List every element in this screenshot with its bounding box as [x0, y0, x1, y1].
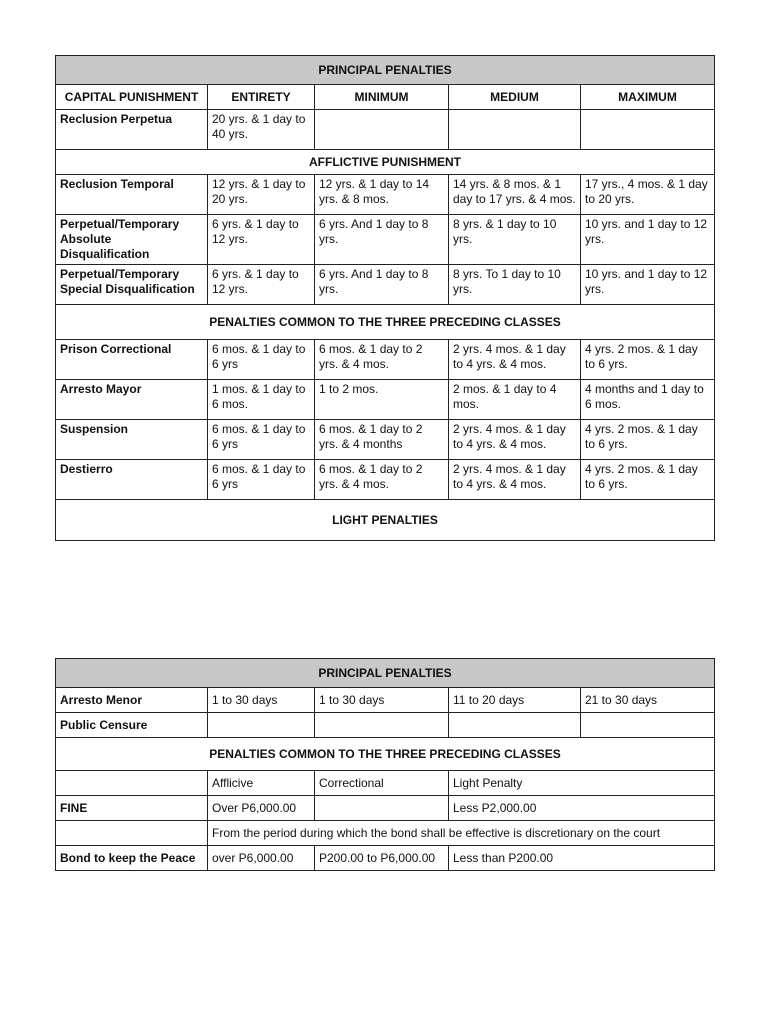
row-label: Arresto Mayor [56, 380, 208, 420]
table-cell: 10 yrs. and 1 day to 12 yrs. [581, 215, 715, 265]
section-title: PENALTIES COMMON TO THE THREE PRECEDING CLASSES [56, 738, 715, 771]
table-cell: 17 yrs., 4 mos. & 1 day to 20 yrs. [581, 175, 715, 215]
table-cell: 6 mos. & 1 day to 2 yrs. & 4 mos. [315, 340, 449, 380]
table-cell: 12 yrs. & 1 day to 14 yrs. & 8 mos. [315, 175, 449, 215]
table-row [56, 688, 715, 713]
section-title: PENALTIES COMMON TO THE THREE PRECEDING CLASSES [56, 305, 715, 340]
principal-penalties-table [55, 55, 715, 541]
table-cell [449, 110, 581, 150]
row-label: Destierro [56, 460, 208, 500]
table-cell: Light Penalty [449, 771, 715, 796]
table-cell: 2 mos. & 1 day to 4 mos. [449, 380, 581, 420]
table-row [56, 340, 715, 380]
table-cell: over P6,000.00 [208, 846, 315, 871]
column-header: ENTIRETY [208, 85, 315, 110]
table-cell: 4 yrs. 2 mos. & 1 day to 6 yrs. [581, 340, 715, 380]
table-row [56, 771, 715, 796]
row-label: Reclusion Temporal [56, 175, 208, 215]
column-header: MEDIUM [449, 85, 581, 110]
row-label: Arresto Menor [56, 688, 208, 713]
table-cell: 12 yrs. & 1 day to 20 yrs. [208, 175, 315, 215]
table-row [56, 420, 715, 460]
table-cell: 1 to 2 mos. [315, 380, 449, 420]
table-row [56, 713, 715, 738]
row-label: Bond to keep the Peace [56, 846, 208, 871]
table-cell: 2 yrs. 4 mos. & 1 day to 4 yrs. & 4 mos. [449, 420, 581, 460]
table-cell [315, 796, 449, 821]
column-header: CAPITAL PUNISHMENT [56, 85, 208, 110]
table-cell: 4 months and 1 day to 6 mos. [581, 380, 715, 420]
table-cell: 6 mos. & 1 day to 2 yrs. & 4 mos. [315, 460, 449, 500]
table-cell: P200.00 to P6,000.00 [315, 846, 449, 871]
table-cell: 4 yrs. 2 mos. & 1 day to 6 yrs. [581, 460, 715, 500]
table-cell: 8 yrs. & 1 day to 10 yrs. [449, 215, 581, 265]
table-row [56, 380, 715, 420]
table-cell [581, 713, 715, 738]
table-cell: Over P6,000.00 [208, 796, 315, 821]
table-row [56, 460, 715, 500]
row-label: Suspension [56, 420, 208, 460]
table-cell [581, 110, 715, 150]
table-cell [449, 713, 581, 738]
table-title: PRINCIPAL PENALTIES [56, 659, 715, 688]
row-label: Public Censure [56, 713, 208, 738]
table-row [56, 175, 715, 215]
table-row [56, 796, 715, 821]
section-title: LIGHT PENALTIES [56, 500, 715, 541]
column-header: MAXIMUM [581, 85, 715, 110]
table-cell [208, 713, 315, 738]
table-cell: 1 to 30 days [208, 688, 315, 713]
table-cell: 20 yrs. & 1 day to 40 yrs. [208, 110, 315, 150]
table-cell [315, 713, 449, 738]
table-cell: 6 mos. & 1 day to 6 yrs [208, 460, 315, 500]
table-cell: 10 yrs. and 1 day to 12 yrs. [581, 265, 715, 305]
table-cell: 8 yrs. To 1 day to 10 yrs. [449, 265, 581, 305]
table-cell [56, 771, 208, 796]
row-label: Prison Correctional [56, 340, 208, 380]
table-title: PRINCIPAL PENALTIES [56, 56, 715, 85]
bond-note: From the period during which the bond shall be effective is discretionary on the court [208, 821, 715, 846]
row-label: Reclusion Perpetua [56, 110, 208, 150]
table-cell: 6 mos. & 1 day to 6 yrs [208, 340, 315, 380]
row-label: Perpetual/Temporary Special Disqualification [56, 265, 208, 305]
table-cell: Afflicive [208, 771, 315, 796]
table-cell: 6 yrs. & 1 day to 12 yrs. [208, 265, 315, 305]
table-row [56, 846, 715, 871]
table-cell: 6 yrs. And 1 day to 8 yrs. [315, 215, 449, 265]
table-row [56, 821, 715, 846]
table-cell: Less P2,000.00 [449, 796, 715, 821]
table-cell: 11 to 20 days [449, 688, 581, 713]
table-cell: 2 yrs. 4 mos. & 1 day to 4 yrs. & 4 mos. [449, 340, 581, 380]
table-row [56, 110, 715, 150]
table-row [56, 265, 715, 305]
table-cell: 6 mos. & 1 day to 6 yrs [208, 420, 315, 460]
row-label: FINE [56, 796, 208, 821]
light-penalties-table [55, 658, 715, 871]
table-cell: 21 to 30 days [581, 688, 715, 713]
column-header: MINIMUM [315, 85, 449, 110]
table-cell [56, 821, 208, 846]
table-cell: 6 mos. & 1 day to 2 yrs. & 4 months [315, 420, 449, 460]
table-cell: Less than P200.00 [449, 846, 715, 871]
table-cell [315, 110, 449, 150]
table-cell: 4 yrs. 2 mos. & 1 day to 6 yrs. [581, 420, 715, 460]
table-cell: 6 yrs. & 1 day to 12 yrs. [208, 215, 315, 265]
table-cell: 14 yrs. & 8 mos. & 1 day to 17 yrs. & 4 mos. [449, 175, 581, 215]
table-row [56, 215, 715, 265]
section-title: AFFLICTIVE PUNISHMENT [56, 150, 715, 175]
row-label: Perpetual/Temporary Absolute Disqualification [56, 215, 208, 265]
table-cell: Correctional [315, 771, 449, 796]
table-cell: 6 yrs. And 1 day to 8 yrs. [315, 265, 449, 305]
table-cell: 2 yrs. 4 mos. & 1 day to 4 yrs. & 4 mos. [449, 460, 581, 500]
table-cell: 1 mos. & 1 day to 6 mos. [208, 380, 315, 420]
table-cell: 1 to 30 days [315, 688, 449, 713]
